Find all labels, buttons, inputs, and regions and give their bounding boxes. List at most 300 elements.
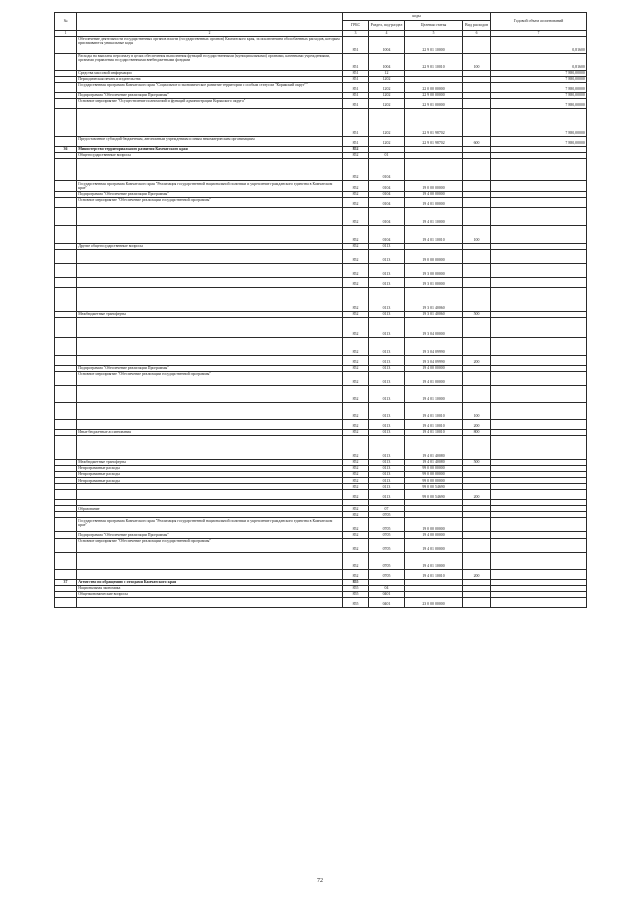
row-target-article: 19 4 01 10000 (405, 207, 463, 225)
table-row (55, 99, 587, 109)
row-expense-type: 100 (463, 225, 491, 243)
row-amount (491, 435, 587, 459)
row-razdel: 1202 (369, 82, 405, 92)
row-number (55, 287, 77, 311)
row-target-article: 19 3 01 40060 (405, 311, 463, 317)
row-amount (491, 419, 587, 429)
row-grbs: 852 (343, 365, 369, 371)
row-expense-type (463, 207, 491, 225)
table-row (55, 249, 587, 263)
row-target-article: 99 0 00 00000 (405, 478, 463, 484)
table-row (55, 137, 587, 147)
row-name: Средства массовой информации (77, 70, 343, 76)
row-expense-type (463, 82, 491, 92)
row-grbs: 852 (343, 263, 369, 277)
row-razdel: 0113 (369, 365, 405, 371)
row-grbs: 852 (343, 159, 369, 181)
row-target-article: 19 4 01 10000 (405, 552, 463, 569)
row-name: Общеэкономические вопросы (77, 591, 343, 597)
row-number (55, 225, 77, 243)
row-name: Образование (77, 506, 343, 512)
header-razdel: Раздел, под-раздел (369, 21, 405, 31)
row-name (77, 490, 343, 500)
row-target-article: 99 0 00 54690 (405, 490, 463, 500)
row-grbs: 851 (343, 70, 369, 76)
row-grbs: 851 (343, 53, 369, 70)
row-number (55, 99, 77, 109)
row-grbs: 852 (343, 506, 369, 512)
row-amount (491, 371, 587, 385)
row-number (55, 552, 77, 569)
table-row (55, 552, 587, 569)
row-target-article: 19 4 01 10010 (405, 225, 463, 243)
header-sum: Годовой объем ассигнований (491, 13, 587, 31)
row-grbs: 852 (343, 419, 369, 429)
row-razdel: 0113 (369, 459, 405, 465)
row-razdel: 0113 (369, 472, 405, 478)
row-target-article: 22 9 01 10010 (405, 53, 463, 70)
row-expense-type (463, 597, 491, 607)
row-expense-type (463, 159, 491, 181)
row-grbs: 852 (343, 472, 369, 478)
row-razdel: 0705 (369, 538, 405, 552)
row-expense-type: 200 (463, 419, 491, 429)
row-target-article: 19 4 00 00000 (405, 532, 463, 538)
row-grbs: 851 (343, 109, 369, 137)
row-number (55, 159, 77, 181)
header-name (77, 13, 343, 31)
row-target-article (405, 159, 463, 181)
row-grbs: 852 (343, 287, 369, 311)
row-name: Периодическая печать и издательства (77, 76, 343, 82)
row-grbs: 852 (343, 317, 369, 337)
row-amount: 7 880,00000 (491, 92, 587, 98)
row-grbs: 852 (343, 538, 369, 552)
row-amount (491, 181, 587, 191)
row-grbs: 852 (343, 181, 369, 191)
row-target-article: 19 4 01 00000 (405, 197, 463, 207)
row-grbs: 852 (343, 385, 369, 402)
row-target-article: 19 3 01 40060 (405, 287, 463, 311)
row-grbs: 852 (343, 402, 369, 419)
row-name: Основное мероприятие "Осуществление полномочий и функций администрации Корякского округа" (77, 99, 343, 109)
row-razdel: 0113 (369, 371, 405, 385)
table-row (55, 355, 587, 365)
row-grbs: 852 (343, 371, 369, 385)
row-razdel: 1202 (369, 109, 405, 137)
row-name (77, 317, 343, 337)
row-expense-type (463, 249, 491, 263)
row-expense-type (463, 277, 491, 287)
table-row (55, 385, 587, 402)
row-amount (491, 597, 587, 607)
table-row (55, 225, 587, 243)
header-codes: коды (343, 13, 491, 21)
row-target-article: 22 9 01 98702 (405, 109, 463, 137)
table-row (55, 569, 587, 579)
row-razdel: 12 (369, 70, 405, 76)
row-target-article: 22 9 00 00000 (405, 92, 463, 98)
row-name (77, 355, 343, 365)
row-name (77, 109, 343, 137)
table-row (55, 287, 587, 311)
row-name: Государственная программа Камчатского края "Социальное и экономическое развитие территории с особым статусом "Корякский округ"" (77, 82, 343, 92)
row-razdel: 0113 (369, 484, 405, 490)
row-name: Подпрограмма "Обеспечение реализации Программы" (77, 365, 343, 371)
row-name (77, 249, 343, 263)
row-razdel: 0113 (369, 263, 405, 277)
table-row (55, 538, 587, 552)
row-name: Предоставление субсидий бюджетным, автономным учреждениям и иным некоммерческим организациям (77, 137, 343, 147)
row-grbs: 852 (343, 197, 369, 207)
row-razdel: 0104 (369, 191, 405, 197)
row-name: Другие общегосударственные вопросы (77, 243, 343, 249)
row-amount: 7 880,00000 (491, 82, 587, 92)
table-row (55, 207, 587, 225)
row-expense-type (463, 317, 491, 337)
index-cell: 5 (405, 31, 463, 37)
row-expense-type (463, 371, 491, 385)
row-name: Основное мероприятие "Обеспечение реализации государственной программы" (77, 371, 343, 385)
row-razdel: 01 (369, 153, 405, 159)
row-razdel: 0113 (369, 402, 405, 419)
row-name: Подпрограмма "Обеспечение реализации Программы" (77, 191, 343, 197)
row-razdel: 1202 (369, 137, 405, 147)
row-amount: 0,81600 (491, 36, 587, 53)
header-vr: Вид расходов (463, 21, 491, 31)
row-expense-type (463, 552, 491, 569)
row-razdel: 0113 (369, 249, 405, 263)
row-expense-type: 500 (463, 311, 491, 317)
row-grbs: 852 (343, 478, 369, 484)
row-number (55, 597, 77, 607)
row-name (77, 207, 343, 225)
row-name: Иные бюджетные ассигнования (77, 429, 343, 435)
table-row (55, 53, 587, 70)
row-razdel: 1202 (369, 92, 405, 98)
row-target-article: 22 9 01 98702 (405, 137, 463, 147)
row-target-article: 19 4 01 10000 (405, 385, 463, 402)
table-row (55, 435, 587, 459)
row-name (77, 337, 343, 355)
row-amount (491, 287, 587, 311)
row-razdel: 0705 (369, 518, 405, 532)
header-grbs: ГРБС (343, 21, 369, 31)
row-grbs: 852 (343, 459, 369, 465)
row-amount (491, 355, 587, 365)
row-amount (491, 538, 587, 552)
row-number (55, 419, 77, 429)
row-number (55, 385, 77, 402)
header-num: № (55, 13, 77, 31)
row-razdel: 0113 (369, 317, 405, 337)
row-grbs: 852 (343, 490, 369, 500)
row-number (55, 277, 77, 287)
row-target-article: 19 4 01 40080 (405, 435, 463, 459)
row-grbs: 852 (343, 569, 369, 579)
row-number (55, 518, 77, 532)
row-number (55, 137, 77, 147)
row-number (55, 355, 77, 365)
row-razdel: 1004 (369, 53, 405, 70)
row-razdel: 07 (369, 506, 405, 512)
row-name: Основное мероприятие "Обеспечение реализации государственной программы" (77, 538, 343, 552)
row-grbs: 855 (343, 585, 369, 591)
row-razdel: 0104 (369, 159, 405, 181)
row-amount: 7 880,00000 (491, 99, 587, 109)
row-amount (491, 402, 587, 419)
row-number (55, 402, 77, 419)
row-amount (491, 385, 587, 402)
row-razdel: 0113 (369, 287, 405, 311)
row-expense-type: 200 (463, 355, 491, 365)
row-name (77, 287, 343, 311)
row-razdel: 0113 (369, 435, 405, 459)
row-grbs: 852 (343, 355, 369, 365)
row-name: Подпрограмма "Обеспечение реализации Программы" (77, 532, 343, 538)
row-name (77, 263, 343, 277)
row-name: Общегосударственные вопросы (77, 153, 343, 159)
table-row (55, 419, 587, 429)
row-name: Государственная программа Камчатского края "Реализация государственной национальной политики и укрепление гражданского единства в Камчатском крае" (77, 181, 343, 191)
row-target-article: 19 0 00 00000 (405, 518, 463, 532)
row-grbs: 852 (343, 337, 369, 355)
row-number (55, 435, 77, 459)
row-expense-type (463, 287, 491, 311)
row-razdel: 0113 (369, 277, 405, 287)
row-target-article: 19 4 00 00000 (405, 191, 463, 197)
row-number (55, 538, 77, 552)
table-row (55, 109, 587, 137)
row-target-article: 19 3 04 09990 (405, 355, 463, 365)
row-razdel: 1004 (369, 36, 405, 53)
row-grbs: 852 (343, 249, 369, 263)
table-row (55, 263, 587, 277)
row-expense-type (463, 197, 491, 207)
row-name: Государственная программа Камчатского края "Реализация государственной национальной политики и укрепление гражданского единства в Камчатском крае" (77, 518, 343, 532)
row-grbs: 851 (343, 92, 369, 98)
row-grbs: 852 (343, 243, 369, 249)
row-amount (491, 197, 587, 207)
row-grbs: 851 (343, 76, 369, 82)
row-number (55, 207, 77, 225)
row-razdel: 0113 (369, 337, 405, 355)
row-amount (491, 159, 587, 181)
row-grbs: 851 (343, 137, 369, 147)
row-razdel: 0113 (369, 490, 405, 500)
row-razdel: 0401 (369, 591, 405, 597)
row-target-article: 19 3 01 00000 (405, 277, 463, 287)
row-grbs: 851 (343, 99, 369, 109)
row-target-article: 99 0 00 54690 (405, 484, 463, 490)
row-name: Непрограммные расходы (77, 466, 343, 472)
row-expense-type (463, 36, 491, 53)
row-razdel: 0113 (369, 466, 405, 472)
row-number: 37 (55, 579, 77, 585)
row-target-article: 19 0 00 00000 (405, 249, 463, 263)
row-expense-type: 600 (463, 137, 491, 147)
row-expense-type (463, 435, 491, 459)
row-target-article: 19 3 04 00000 (405, 317, 463, 337)
row-number (55, 569, 77, 579)
table-row (55, 518, 587, 532)
row-razdel: 0705 (369, 512, 405, 518)
table-row (55, 490, 587, 500)
index-cell: 3 (343, 31, 369, 37)
row-grbs: 852 (343, 147, 369, 153)
row-number (55, 53, 77, 70)
row-amount: 7 880,00000 (491, 76, 587, 82)
row-target-article: 99 0 00 00000 (405, 466, 463, 472)
row-razdel: 0104 (369, 207, 405, 225)
row-razdel: 1202 (369, 99, 405, 109)
row-name: Непрограммные расходы (77, 472, 343, 478)
row-amount (491, 569, 587, 579)
row-amount (491, 277, 587, 287)
row-amount (491, 225, 587, 243)
row-grbs: 855 (343, 591, 369, 597)
row-amount (491, 490, 587, 500)
row-grbs: 852 (343, 207, 369, 225)
row-number (55, 36, 77, 53)
document-scan (54, 12, 586, 608)
row-grbs: 852 (343, 435, 369, 459)
row-amount (491, 518, 587, 532)
row-name (77, 552, 343, 569)
row-number (55, 181, 77, 191)
table-body (55, 36, 587, 607)
row-amount: 7 880,00000 (491, 109, 587, 137)
row-name: Непрограммные расходы (77, 478, 343, 484)
row-razdel: 0113 (369, 385, 405, 402)
row-target-article: 22 9 01 10000 (405, 36, 463, 53)
row-razdel: 0705 (369, 532, 405, 538)
row-expense-type: 200 (463, 569, 491, 579)
row-razdel: 0104 (369, 197, 405, 207)
table-row (55, 159, 587, 181)
row-target-article: 19 4 01 10010 (405, 429, 463, 435)
index-cell: 4 (369, 31, 405, 37)
row-expense-type: 100 (463, 53, 491, 70)
row-target-article: 19 4 00 00000 (405, 365, 463, 371)
row-name (77, 435, 343, 459)
row-name: Обеспечение деятельности государственных органов власти (государственных органов) Камчатского края, за исключением обособленных расходов, которым присваиваются уникальные коды (77, 36, 343, 53)
row-expense-type (463, 518, 491, 532)
row-number (55, 317, 77, 337)
row-number: 36 (55, 147, 77, 153)
row-target-article: 19 4 01 40080 (405, 459, 463, 465)
row-name (77, 225, 343, 243)
row-grbs: 852 (343, 552, 369, 569)
index-cell: 7 (491, 31, 587, 37)
table-row (55, 371, 587, 385)
page-number: 72 (317, 878, 323, 884)
row-grbs: 851 (343, 82, 369, 92)
row-number (55, 197, 77, 207)
row-name: Агентство по обращению с отходами Камчатского края (77, 579, 343, 585)
row-name: Министерство территориального развития Камчатского края (77, 147, 343, 153)
row-amount (491, 552, 587, 569)
row-name: Межбюджетные трансферты (77, 459, 343, 465)
row-expense-type (463, 109, 491, 137)
row-name (77, 277, 343, 287)
row-razdel: 0113 (369, 311, 405, 317)
row-expense-type (463, 181, 491, 191)
row-name: Расходы на выплаты персоналу в целях обеспечения выполнения функций государственными (муниципальными) органами, казенными учреждениями, органами управления государственными внебюджетными фондами (77, 53, 343, 70)
row-grbs: 851 (343, 36, 369, 53)
row-razdel: 0705 (369, 569, 405, 579)
row-target-article: 19 0 00 00000 (405, 181, 463, 191)
budget-table (54, 12, 587, 608)
row-number (55, 371, 77, 385)
row-expense-type (463, 337, 491, 355)
row-razdel: 0104 (369, 225, 405, 243)
row-name (77, 402, 343, 419)
row-expense-type: 200 (463, 490, 491, 500)
row-grbs: 852 (343, 225, 369, 243)
row-name (77, 385, 343, 402)
row-number (55, 490, 77, 500)
row-amount: 7 880,00000 (491, 70, 587, 76)
row-target-article: 22 9 01 00000 (405, 99, 463, 109)
row-amount: 0,81600 (491, 53, 587, 70)
row-name: Национальная экономика (77, 585, 343, 591)
row-grbs: 852 (343, 484, 369, 490)
row-grbs: 852 (343, 311, 369, 317)
row-razdel: 0401 (369, 597, 405, 607)
row-expense-type (463, 99, 491, 109)
row-name: Подпрограмма "Обеспечение реализации Программы" (77, 92, 343, 98)
row-expense-type: 500 (463, 459, 491, 465)
row-amount: 7 880,00000 (491, 137, 587, 147)
row-target-article: 19 4 01 10010 (405, 569, 463, 579)
row-grbs: 852 (343, 153, 369, 159)
table-row (55, 36, 587, 53)
table-row (55, 317, 587, 337)
row-name: Основное мероприятие "Обеспечение реализации государственной программы" (77, 197, 343, 207)
row-razdel: 0113 (369, 243, 405, 249)
row-target-article: 19 4 01 00000 (405, 371, 463, 385)
row-razdel: 0705 (369, 552, 405, 569)
row-target-article: 19 4 01 10010 (405, 402, 463, 419)
row-expense-type (463, 263, 491, 277)
index-cell: 2 (77, 31, 343, 37)
row-amount (491, 337, 587, 355)
row-target-article: 99 0 00 00000 (405, 472, 463, 478)
row-number (55, 109, 77, 137)
row-name (77, 569, 343, 579)
row-number (55, 337, 77, 355)
table-row (55, 402, 587, 419)
row-expense-type (463, 385, 491, 402)
row-expense-type (463, 538, 491, 552)
table-row (55, 597, 587, 607)
index-cell: 1 (55, 31, 77, 37)
row-expense-type: 800 (463, 429, 491, 435)
row-razdel: 1202 (369, 76, 405, 82)
row-razdel: 0113 (369, 478, 405, 484)
row-razdel: 0104 (369, 181, 405, 191)
table-row (55, 82, 587, 92)
row-grbs: 852 (343, 532, 369, 538)
row-target-article: 19 3 00 00000 (405, 263, 463, 277)
row-razdel: 0113 (369, 355, 405, 365)
header-cs: Целевая статья (405, 21, 463, 31)
row-target-article: 19 4 01 00000 (405, 538, 463, 552)
row-target-article: 19 3 04 09990 (405, 337, 463, 355)
row-name: Межбюджетные трансферты (77, 311, 343, 317)
row-grbs: 852 (343, 191, 369, 197)
